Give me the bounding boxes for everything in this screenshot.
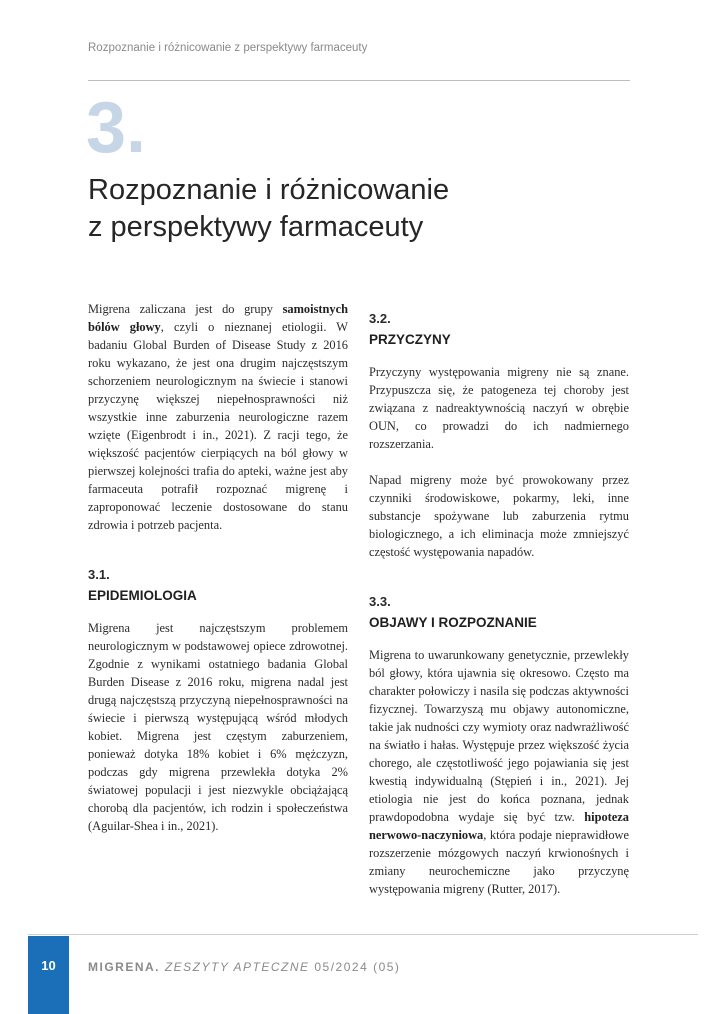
running-head: Rozpoznanie i różnicowanie z perspektywy farmaceuty — [88, 42, 368, 54]
chapter-title-line-1: Rozpoznanie i różnicowanie — [88, 174, 450, 206]
section-3-2-paragraph-2: Napad migreny może być prowokowany przez czynniki środowiskowe, pokarmy, leki, inne substancje spożywane lub zaburzenia rytmu biologicznego, a ich eliminacja może zmniejszyć częstość występowania napadów. — [369, 473, 629, 559]
section-3-3-emphasis: hipoteza nerwowo-naczyniowa — [369, 810, 629, 842]
footer-brand: MIGRENA. — [88, 960, 160, 974]
section-3-2-title: PRZYCZYNY — [369, 332, 451, 347]
section-3-3-number: 3.3. — [369, 594, 391, 609]
page-number: 10 — [41, 958, 56, 973]
section-3-3-title: OBJAWY I ROZPOZNANIE — [369, 615, 537, 630]
footer-publication — [88, 960, 400, 974]
header-divider — [88, 80, 630, 81]
section-3-2-number: 3.2. — [369, 311, 391, 326]
section-3-3-text-2: , która podaje nieprawidłowe rozszerzenie mózgowych naczyń krwionośnych i zmiany neurochemiczne jako przyczynę występowania migreny (Rutter, 2017). — [369, 828, 629, 896]
footer-issue: 05/2024 (05) — [314, 960, 401, 974]
chapter-number: 3. — [86, 88, 147, 168]
right-column — [369, 300, 629, 898]
intro-paragraph — [88, 300, 348, 534]
intro-emphasis: samoistnych bólów głowy — [88, 302, 348, 334]
page-number-tab — [28, 936, 69, 1014]
intro-text-2: , czyli o nieznanej etiologii. W badaniu Global Burden of Disease Study z 2016 roku wykazano, że jest ona drugim najczęstszym schorzeniem neurologicznym na świecie i stanowi przyczynę większej niepełnosprawności niż wszystkie inne zaburzenia neurologiczne razem wzięte (Eigenbrodt i in., 2021). Z racji tego, że większość pacjentów cierpiących na ból głowy w pierwszej kolejności trafia do apteki, ważne jest aby farmaceuta potrafił rozpoznać migrenę i zaproponować leczenie dostosowane do stanu zdrowia i potrzeb pacjenta. — [88, 320, 349, 532]
intro-text-1: Migrena zaliczana jest do grupy — [88, 302, 283, 316]
section-3-1-paragraph: Migrena jest najczęstszym problemem neurologicznym w podstawowej opiece zdrowotnej. Zgodnie z wynikami ostatniego badania Global Burden Disease z 2016 roku, migrena nadal jest drugą najczęstszą przyczyną niepełnosprawności na świecie i pierwszą występującą wśród młodych kobiet. Migrena jest częstym zaburzeniem, ponieważ dotyka 18% kobiet i 6% mężczyzn, podczas gdy migrena przewlekła dotyka 2% światowej populacji i jest niezwykle obciążającą chorobą dla pacjentów, ich rodzin i społeczeństwa (Aguilar-Shea i in., 2021). — [88, 621, 348, 833]
chapter-title-line-2: z perspektywy farmaceuty — [88, 211, 424, 243]
section-3-3-paragraph — [369, 646, 629, 898]
footer-divider — [28, 934, 698, 935]
left-column — [88, 300, 348, 835]
section-3-1-number: 3.1. — [88, 567, 110, 582]
section-3-3-text-1: Migrena to uwarunkowany genetycznie, przewlekły ból głowy, która ujawnia się okresowo. Często ma charakter połowiczy i nasila się podczas aktywności fizycznej. Towarzyszą mu objawy autonomiczne, takie jak nudności czy wymioty oraz nadwrażliwość na światło i hałas. Występuje przez większość życia chorego, ale częstotliwość jego pojawiania się jest kwestią indywidualną (Stępień i in., 2021). Jej etiologia nie jest do końca poznana, jednak prawdopodobna wydaje się być tzw. — [369, 648, 629, 824]
section-3-1-title: EPIDEMIOLOGIA — [88, 588, 197, 603]
footer-series: ZESZYTY APTECZNE — [164, 960, 310, 974]
section-3-2-paragraph-1: Przyczyny występowania migreny nie są znane. Przypuszcza się, że patogeneza tej choroby jest związana z nadreaktywnością naczyń w obrębie OUN, co prowadzi do ich nadmiernego rozszerzania. — [369, 365, 629, 451]
chapter-title — [88, 172, 648, 246]
